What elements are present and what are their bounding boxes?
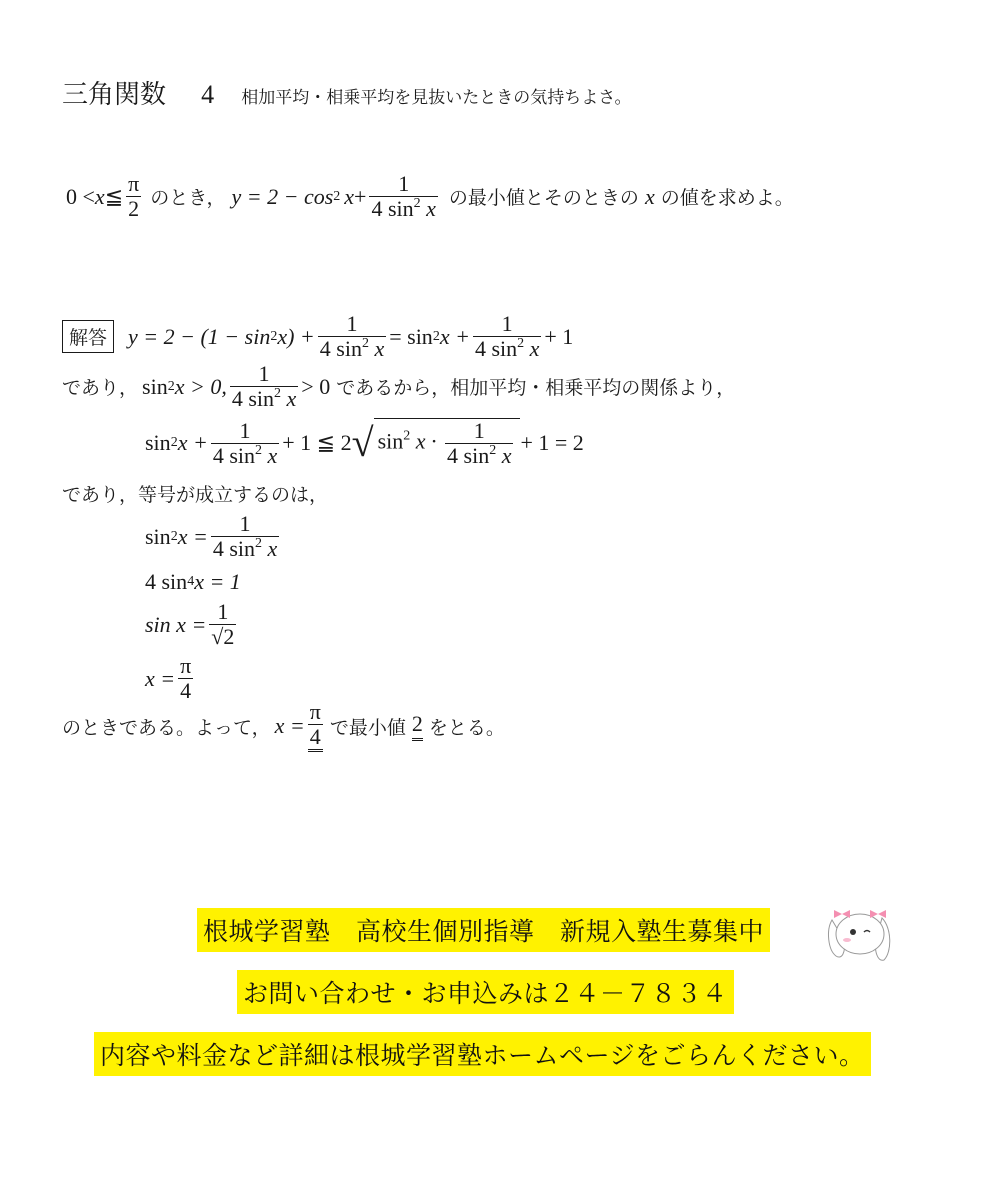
sol-text: であり， xyxy=(62,377,139,399)
sol-text: sin xyxy=(142,373,168,399)
sol-text: であるから，相加平均・相乗平均の関係より， xyxy=(336,377,736,399)
ad-banner-homepage: 内容や料金など詳細は根城学習塾ホームページをごらんください。 xyxy=(94,1032,871,1076)
sol-text: sin xyxy=(145,523,171,549)
sup: 2 xyxy=(403,428,411,444)
problem-var: x xyxy=(644,183,655,209)
sol-text: y = 2 − (1 − sin xyxy=(128,323,271,349)
den-text: 4 sin xyxy=(212,442,255,468)
answer-frac-pi-4 xyxy=(308,700,323,752)
sol-text: x = xyxy=(145,665,176,691)
den-var: x xyxy=(426,196,436,221)
solution-line-3: sin 2 x + $\frac{1}{4 \sin^2 x}$ + 1 ≦ 2 √ $\sin^2 x$ · $\frac{1}{4 \sin^2 x}$ + 1 = 2 xyxy=(145,417,584,468)
sup: 2 xyxy=(274,386,282,401)
frac-num: 1 xyxy=(230,362,298,387)
den-text: 4 sin xyxy=(231,386,275,411)
step-4 xyxy=(145,654,196,703)
frac-inv-root2 xyxy=(209,600,236,649)
sol-text: をとる。 xyxy=(428,716,505,739)
ad-banner-recruit: 根城学習塾 高校生個別指導 新規入塾生募集中 xyxy=(197,908,770,952)
problem-number: 4 xyxy=(201,80,215,109)
frac-recip xyxy=(473,312,541,361)
sol-text: sin xyxy=(377,428,404,454)
sol-text: + 1 = 2 xyxy=(520,430,584,455)
rabbit-mascot-icon xyxy=(822,900,898,966)
frac-num: 1 xyxy=(473,312,541,337)
problem-frac-recip xyxy=(369,172,437,221)
sol-text: x + xyxy=(439,323,470,349)
solution-line-4: であり，等号が成立するのは， xyxy=(62,484,329,506)
sup: 2 xyxy=(413,196,421,211)
problem-statement: 0 < x ≦ $\frac{\pi}{2}$ のとき， y = 2 − cos 2 x + $\frac{1}{4 \sin^2 x}$ の最小値とそのときの x の値を求めよ。 xyxy=(66,171,794,221)
radical-sign: √ xyxy=(351,420,374,465)
answer-label: 解答 xyxy=(62,320,114,353)
sol-text: x + xyxy=(177,430,208,455)
sol-text: x > 0, xyxy=(174,373,227,399)
min-value: 2 xyxy=(412,711,423,741)
frac-recip xyxy=(211,419,279,468)
sol-text: x = xyxy=(177,523,208,549)
frac-num: π xyxy=(128,171,140,196)
sol-text: x = 1 xyxy=(194,569,241,594)
den-var: x xyxy=(267,442,278,468)
problem-expr-a: y = 2 − cos xyxy=(231,183,334,209)
frac-den xyxy=(211,444,279,468)
frac-num: 1 xyxy=(318,312,386,337)
sol-text: + 1 ≦ 2 xyxy=(282,430,352,455)
sup: 2 xyxy=(517,336,525,351)
frac-num: 1 xyxy=(211,512,279,537)
frac-num: π xyxy=(180,653,192,678)
step-3 xyxy=(145,600,239,649)
plus: + xyxy=(354,183,367,209)
sol-text: のときである。よって， xyxy=(62,716,271,739)
problem-text1: のとき， xyxy=(150,187,226,209)
den-var: x xyxy=(529,336,540,361)
frac-den: 2 xyxy=(128,196,140,221)
sup: 2 xyxy=(361,336,369,351)
frac-num: 1 xyxy=(211,419,279,444)
frac-num: 1 xyxy=(369,172,437,197)
topic-title: 三角関数 xyxy=(62,80,167,110)
problem-var: x xyxy=(344,183,355,209)
den-var: x xyxy=(374,336,385,361)
sol-text: = sin xyxy=(389,323,433,349)
conclusion xyxy=(62,700,505,752)
solution-line-1: 解答 y = 2 − (1 − sin 2 x) + $\frac{1}{4 \sin^2 x}$ = sin 2 x + $\frac{1}{4 \sin^2 x}$ + 1 xyxy=(62,312,573,361)
sol-text: 4 sin xyxy=(145,569,188,594)
frac-num: 1 xyxy=(445,419,513,444)
sol-text: sin x = xyxy=(145,611,207,637)
sup: 2 xyxy=(489,443,497,458)
den-text: 4 sin xyxy=(319,336,362,361)
frac-den xyxy=(318,337,386,361)
frac-den xyxy=(473,337,541,361)
problem-text3: の値を求めよ。 xyxy=(660,187,794,209)
sol-text: sin xyxy=(145,430,171,455)
problem-lead: 0 < xyxy=(66,183,95,209)
frac-den xyxy=(445,444,513,468)
sup: 2 xyxy=(255,536,262,551)
frac-num: 1 xyxy=(209,600,236,625)
den-var: x xyxy=(286,386,297,411)
frac-num: π xyxy=(309,699,321,724)
ad-banner-contact: お問い合わせ・お申込みは２４－７８３４ xyxy=(237,970,734,1014)
step-1: sin 2 x = $\frac{1}{4 \sin^2 x}$ xyxy=(145,511,278,561)
problem-subtitle: 相加平均・相乗平均を見抜いたときの気持ちよさ。 xyxy=(241,88,632,108)
step-2: 4 sin 4 x = 1 xyxy=(145,569,241,594)
frac-den: 4 xyxy=(308,725,323,752)
frac-den xyxy=(230,387,298,411)
sup: 2 xyxy=(255,442,262,458)
sol-text: + 1 xyxy=(544,323,574,349)
frac-recip xyxy=(211,512,279,561)
frac-den xyxy=(211,537,279,561)
page-header xyxy=(62,74,632,111)
den-text: 4 sin xyxy=(371,196,414,221)
sol-text: x = xyxy=(274,713,305,738)
den-var: x xyxy=(501,443,512,468)
den-var: x xyxy=(267,536,278,561)
den-text: 4 sin xyxy=(212,536,255,561)
sol-text: x) + xyxy=(277,323,315,349)
frac-den xyxy=(369,197,437,221)
sol-text: > 0 xyxy=(301,373,331,399)
radicand xyxy=(374,418,521,468)
problem-text2: の最小値とそのときの xyxy=(448,187,639,209)
frac-recip xyxy=(318,312,386,361)
den-text: 4 sin xyxy=(447,443,490,468)
problem-var: x xyxy=(94,183,105,209)
frac-den: √2 xyxy=(211,624,235,649)
den-text: 4 sin xyxy=(474,336,518,361)
rabbit-mascot-svg xyxy=(822,900,898,966)
frac-recip xyxy=(445,419,513,468)
solution-line-2: であり， sin 2 x > 0, $\frac{1}{4 \sin^2 x}$ > 0 であるから，相加平均・相乗平均の関係より， xyxy=(62,361,736,411)
problem-frac-pi-2 xyxy=(126,172,141,221)
sol-text: x · xyxy=(415,428,443,454)
frac-pi-4 xyxy=(178,654,193,703)
problem-leq: ≦ xyxy=(104,183,124,209)
frac-den: 4 xyxy=(180,678,192,703)
sol-text: で最小値 xyxy=(329,716,406,739)
frac-recip xyxy=(230,362,298,411)
